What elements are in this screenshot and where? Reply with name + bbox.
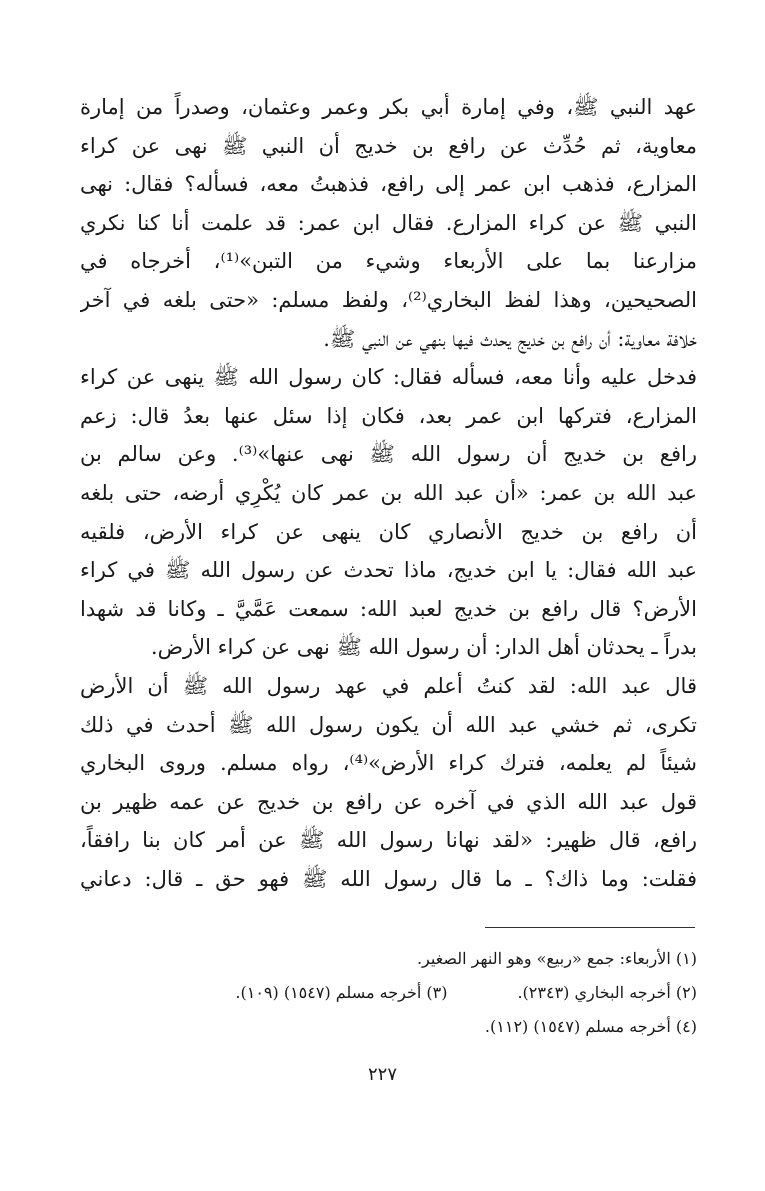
text-line: شيئاً لم يعلمه، فترك كراء الأرض»⁽⁴⁾، رواه مسلم. وروى البخاري — [80, 751, 697, 776]
footnote-1: (١) الأربعاء: جمع «ربيع» وهو النهر الصغير. — [416, 949, 697, 968]
text-line: رافع بن خديج أن رسول الله ﷺ نهى عنها»⁽³⁾. وعن سالم بن — [80, 442, 697, 467]
text-line: قال عبد الله: لقد كنتُ أعلم في عهد رسول الله ﷺ أن الأرض — [80, 673, 697, 698]
text-line: عبد الله بن عمر: «أن عبد الله بن عمر كان يُكْرِي أرضه، حتى بلغه — [80, 480, 697, 505]
footnotes-block — [80, 942, 697, 1044]
text-line: مزارعنا بما على الأربعاء وشيء من التبن»⁽¹⁾، أخرجاه في — [80, 249, 697, 274]
text-line: المزارع، فتركها ابن عمر بعد، فكان إذا سئل عنها بعدُ قال: زعم — [80, 403, 697, 428]
text-line: قول عبد الله الذي في آخره عن رافع بن خديج عن عمه ظهير بن — [80, 789, 697, 814]
main-text-block — [80, 88, 697, 898]
text-line: المزارع، فذهب ابن عمر إلى رافع، فذهبتُ معه، فسأله؟ فقال: نهى — [80, 172, 697, 197]
footnote-4: (٤) أخرجه مسلم (١٥٤٧) (١١٢). — [484, 1017, 697, 1036]
text-line: أن رافع بن خديج الأنصاري كان ينهى عن كراء الأرض، فلقيه — [80, 519, 697, 544]
text-line: الأرض؟ قال رافع بن خديج لعبد الله: سمعت عَمَّيَّ ـ وكانا قد شهدا — [80, 596, 697, 621]
text-line: الصحيحين، وهذا لفظ البخاري⁽²⁾، ولفظ مسلم: «حتى بلغه في آخر — [80, 287, 697, 312]
text-line: فدخل عليه وأنا معه، فسأله فقال: كان رسول الله ﷺ ينهى عن كراء — [80, 365, 697, 390]
page-number: ٢٢٧ — [367, 1064, 397, 1085]
footnote-3: (٣) أخرجه مسلم (١٥٤٧) (١٠٩). — [235, 983, 448, 1002]
footnote-divider — [485, 927, 695, 928]
text-line: فقلت: وما ذاك؟ ـ ما قال رسول الله ﷺ فهو حق ـ قال: دعاني — [80, 866, 697, 891]
text-line: بدراً ـ يحدثان أهل الدار: أن رسول الله ﷺ نهى عن كراء الأرض. — [150, 635, 697, 660]
text-line: معاوية، ثم حُدِّث عن رافع بن خديج أن النبي ﷺ نهى عن كراء — [80, 133, 697, 158]
footnote-row-2-3 — [80, 976, 697, 1010]
text-line: عبد الله فقال: يا ابن خديج، ماذا تحدث عن رسول الله ﷺ في كراء — [80, 558, 697, 583]
text-line: عهد النبي ﷺ، وفي إمارة أبي بكر وعمر وعثمان، وصدراً من إمارة — [80, 95, 697, 119]
text-line: تكرى، ثم خشي عبد الله أن يكون رسول الله ﷺ أحدث في ذلك — [80, 712, 697, 737]
footnote-2: (٢) أخرجه البخاري (٢٣٤٣). — [517, 983, 697, 1002]
text-line: خلافة معاوية: أن رافع بن خديج يحدث فيها بنهي عن النبي ﷺ. — [323, 326, 697, 351]
text-line: النبي ﷺ عن كراء المزارع. فقال ابن عمر: قد علمت أنا كنا نكري — [80, 210, 697, 235]
text-line: رافع، قال ظهير: «لقد نهانا رسول الله ﷺ عن أمر كان بنا رافقاً، — [80, 828, 697, 853]
